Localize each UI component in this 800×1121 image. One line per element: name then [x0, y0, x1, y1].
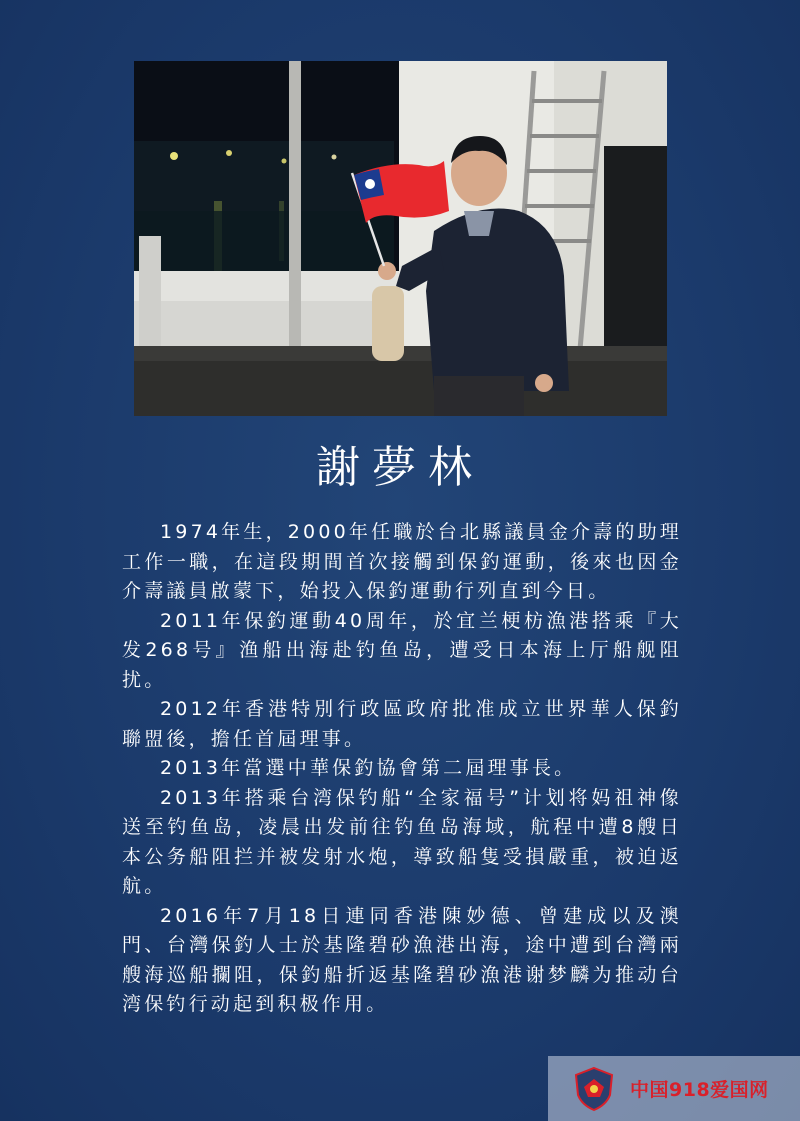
bio-paragraph: 2016年7月18日連同香港陳妙德、曾建成以及澳門、台灣保釣人士於基隆碧砂漁港出海，途中遭到台灣兩艘海巡船攔阻，保釣船折返基隆碧砂漁港谢梦麟为推动台湾保钓行动起到积极作用。 [122, 904, 682, 1015]
biography [122, 518, 682, 1020]
photo-illustration [134, 61, 667, 416]
bio-paragraph: 2012年香港特別行政區政府批准成立世界華人保釣聯盟後，擔任首屆理事。 [122, 698, 682, 750]
bio-paragraph: 2011年保釣運動40周年，於宜兰梗枋漁港搭乘『大发268号』渔船出海赴钓鱼岛，遭受日本海上厅船舰阻扰。 [122, 609, 682, 691]
portrait-photo [134, 61, 667, 416]
person-name: 謝夢林 [316, 442, 484, 493]
bio-paragraph: 2013年當選中華保釣協會第二屆理事長。 [160, 757, 577, 779]
bio-paragraph: 2013年搭乘台湾保钓船“全家福号”计划将妈祖神像送至钓鱼岛，凌晨出发前往钓鱼岛海域，航程中遭8艘日本公务船阻拦并被发射水炮，導致船隻受損嚴重，被迫返航。 [122, 786, 682, 897]
bio-paragraph: 1974年生，2000年任職於台北縣議員金介壽的助理工作一職，在這段期間首次接觸到保釣運動，後來也因金介壽議員啟蒙下，始投入保釣運動行列直到今日。 [122, 521, 682, 602]
shield-logo-icon [570, 1065, 618, 1113]
watermark-text: 中国918爱国网 [630, 1079, 769, 1101]
site-watermark [548, 1056, 800, 1121]
